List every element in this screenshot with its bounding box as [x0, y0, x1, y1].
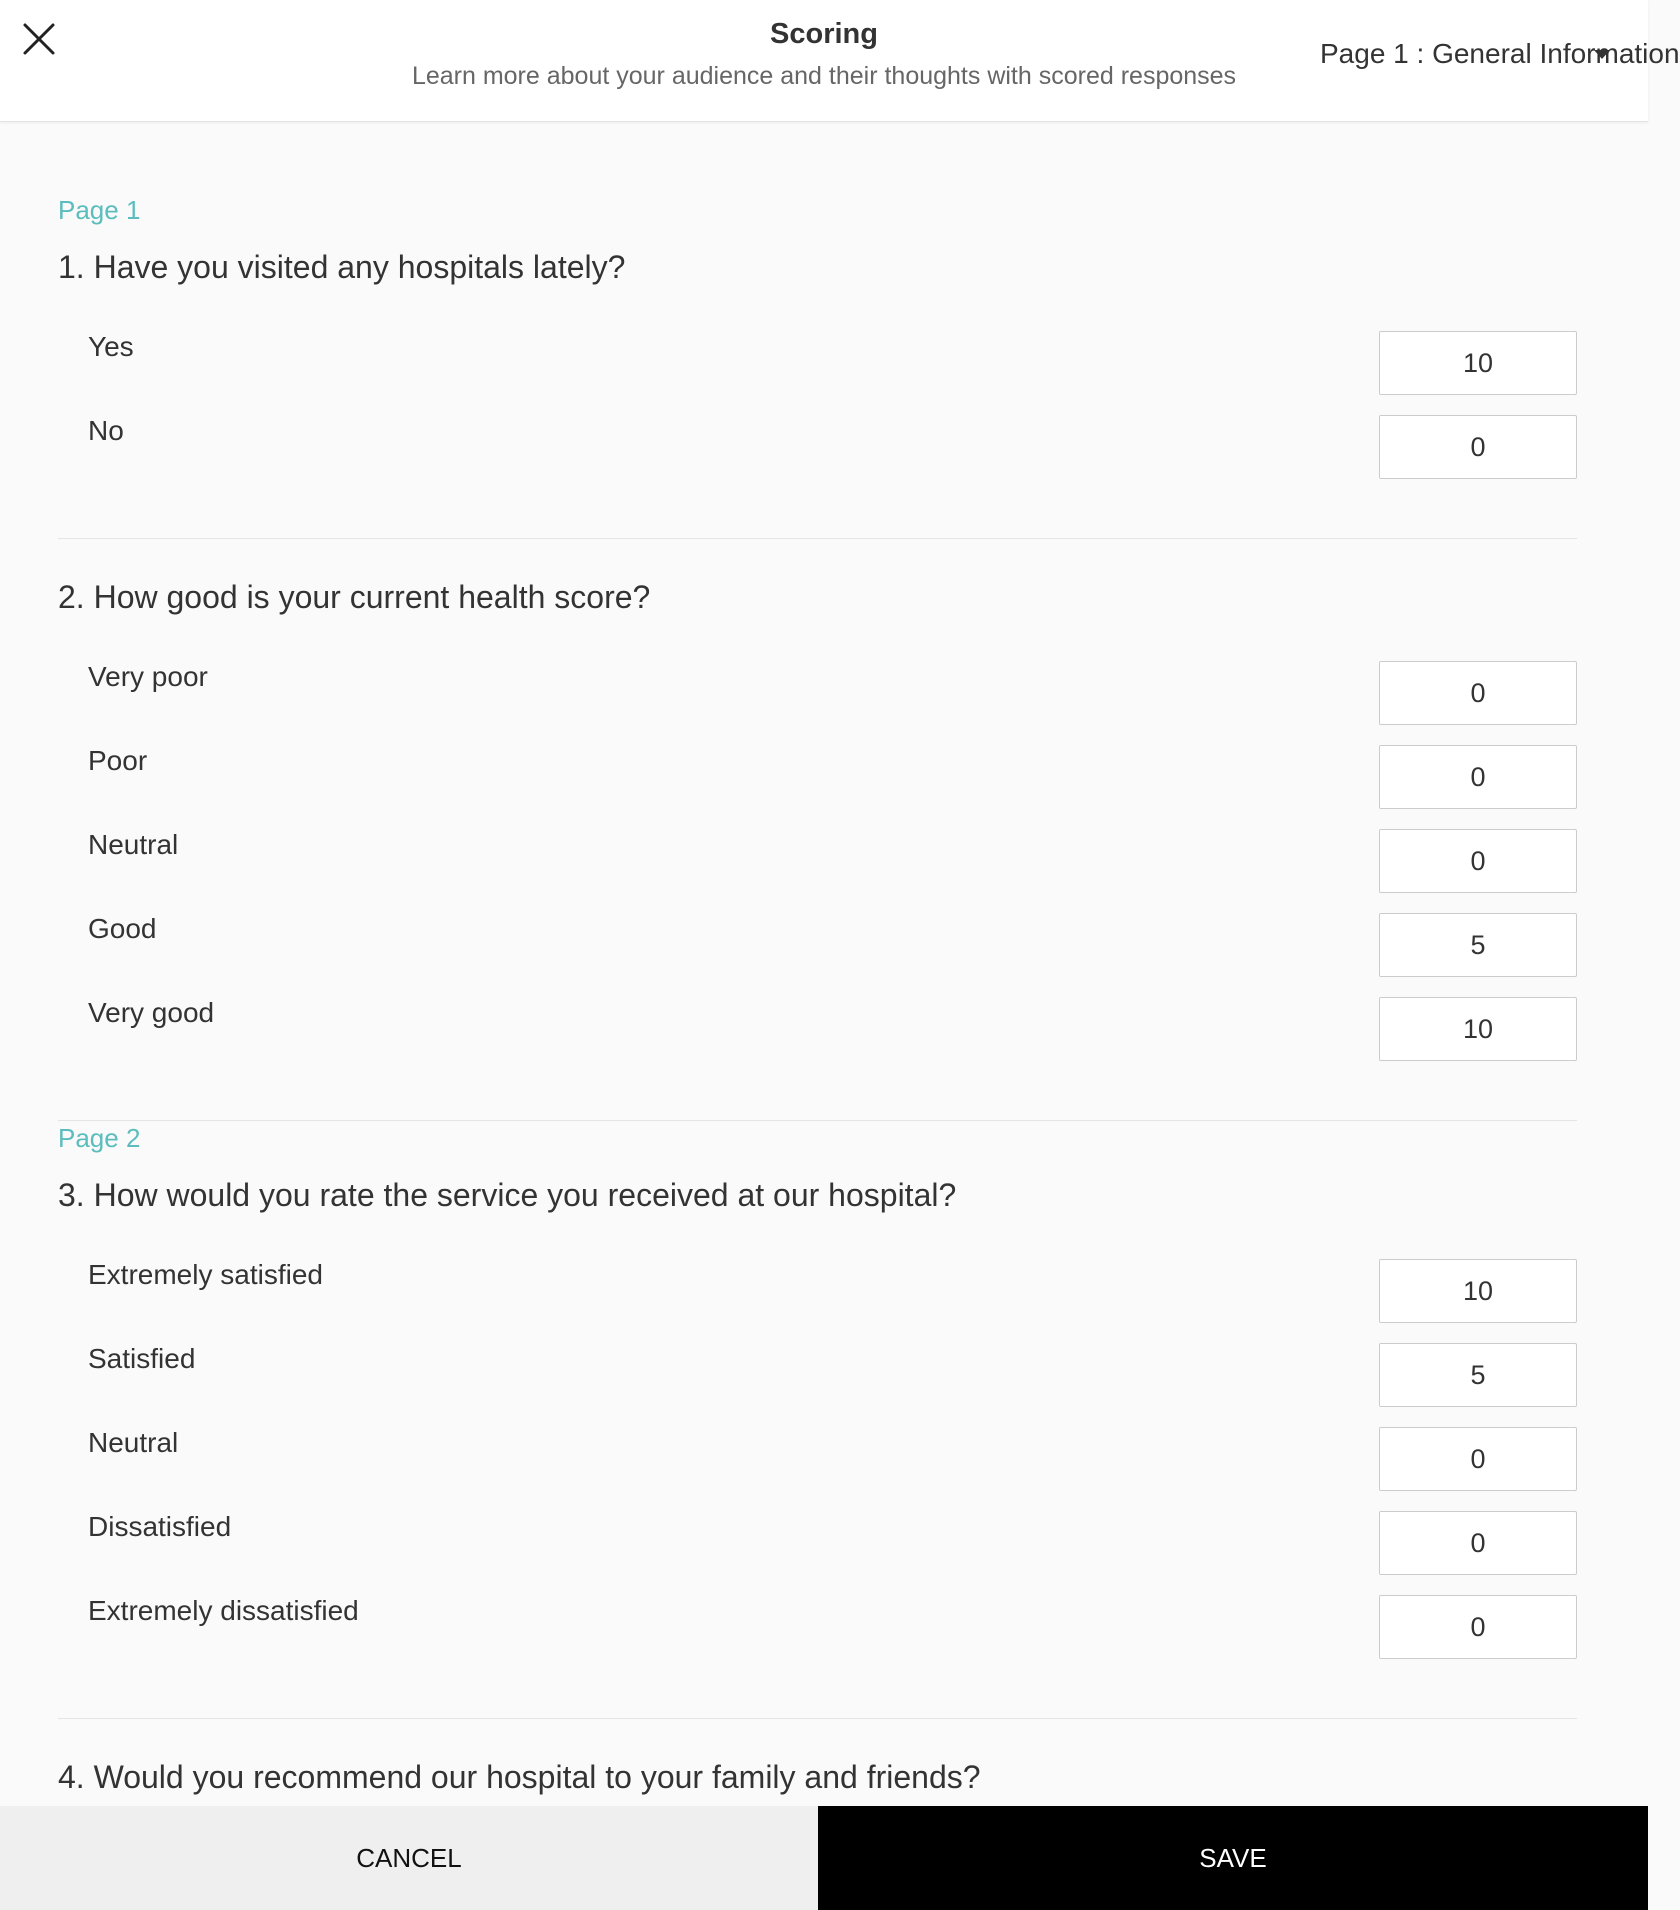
page-select-dropdown[interactable] [1320, 34, 1680, 74]
score-input[interactable] [1379, 829, 1577, 893]
page-label-2: Page 2 [58, 1123, 141, 1153]
option-label: Poor [88, 745, 148, 776]
footer-actions [0, 1806, 1648, 1910]
page-select-value: Page 1 : General Information [1320, 38, 1680, 69]
page-title: Scoring [770, 18, 878, 50]
option-label: Extremely satisfied [88, 1259, 323, 1290]
caret-down-icon [1594, 50, 1610, 59]
score-input[interactable] [1379, 745, 1577, 809]
option-label: Neutral [88, 1427, 179, 1458]
question-title: 2. How good is your current health score? [58, 579, 651, 615]
score-input[interactable] [1379, 661, 1577, 725]
header-bar [0, 0, 1680, 122]
scoring-content[interactable] [0, 123, 1648, 1806]
score-input[interactable] [1379, 331, 1577, 395]
divider [58, 538, 1577, 539]
option-label: Extremely dissatisfied [88, 1595, 359, 1626]
option-label: Very good [88, 997, 215, 1028]
option-label: Satisfied [88, 1343, 196, 1374]
score-input[interactable] [1379, 1511, 1577, 1575]
score-input[interactable] [1379, 415, 1577, 479]
option-label: Dissatisfied [88, 1511, 232, 1542]
option-label: No [88, 415, 124, 446]
score-input[interactable] [1379, 913, 1577, 977]
score-input[interactable] [1379, 1595, 1577, 1659]
score-input[interactable] [1379, 1259, 1577, 1323]
question-title: 4. Would you recommend our hospital to your family and friends? [58, 1759, 981, 1795]
divider [58, 1120, 1577, 1121]
save-button[interactable]: SAVE [818, 1806, 1648, 1910]
option-label: Very poor [88, 661, 208, 692]
score-input[interactable] [1379, 1343, 1577, 1407]
score-input[interactable] [1379, 997, 1577, 1061]
page-label-1: Page 1 [58, 195, 141, 225]
cancel-button[interactable]: CANCEL [0, 1806, 818, 1910]
option-label: Neutral [88, 829, 179, 860]
question-title: 3. How would you rate the service you received at our hospital? [58, 1177, 957, 1213]
option-label: Yes [88, 331, 134, 362]
page-subtitle: Learn more about your audience and their thoughts with scored responses [411, 62, 1237, 90]
option-label: Good [88, 913, 157, 944]
score-input[interactable] [1379, 1427, 1577, 1491]
question-title: 1. Have you visited any hospitals lately? [58, 249, 626, 285]
divider [58, 1718, 1577, 1719]
